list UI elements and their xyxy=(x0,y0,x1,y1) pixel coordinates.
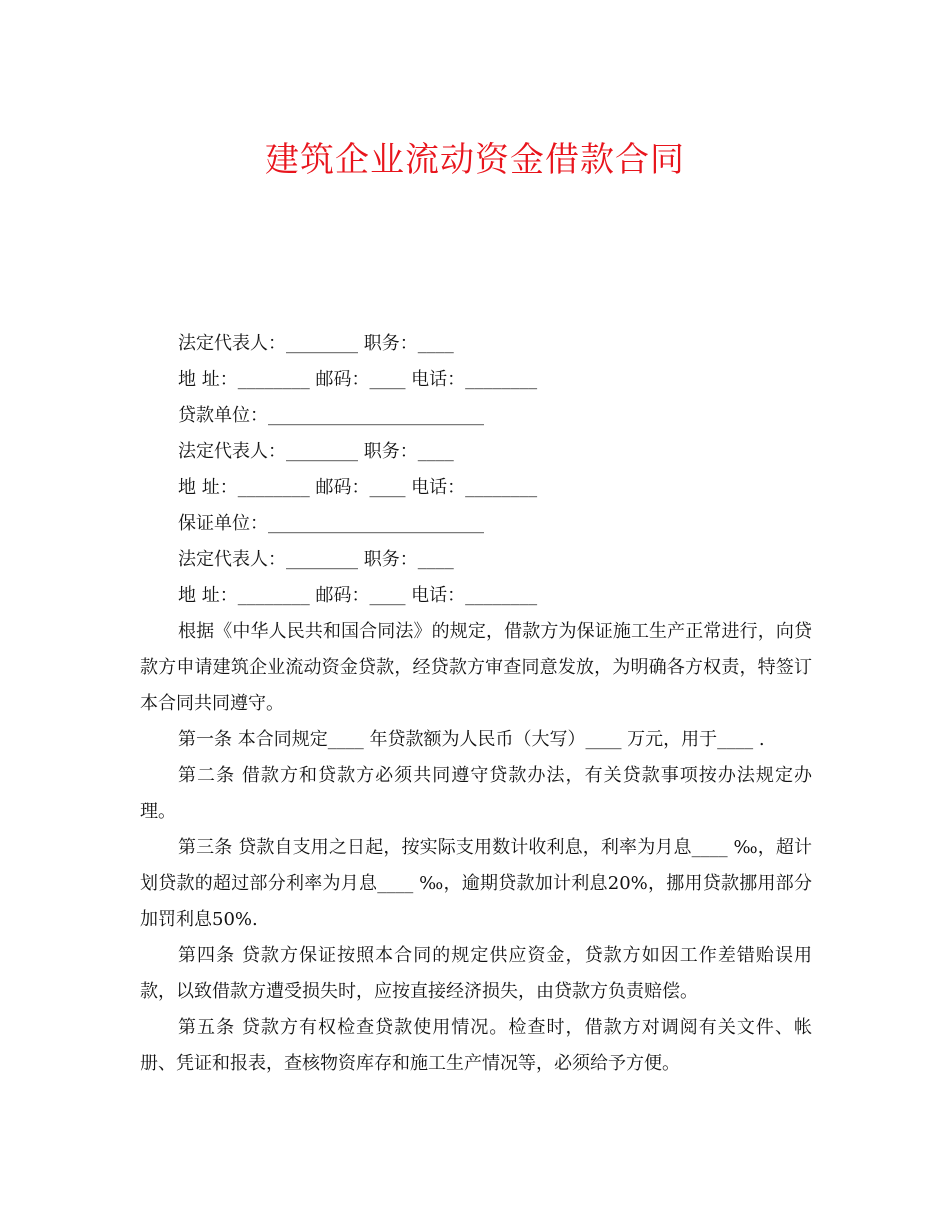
party-line: 贷款单位：________________________ xyxy=(178,405,484,426)
preamble-paragraph: 根据《中华人民共和国合同法》的规定，借款方为保证施工生产正常进行，向贷款方申请建筑企业流动资金贷款，经贷款方审查同意发放，为明确各方权责，特签订本合同共同遵守。 xyxy=(140,621,812,714)
party-line: 地 址：________ 邮码：____ 电话：________ xyxy=(178,477,538,498)
article-5-paragraph: 第五条 贷款方有权检查贷款使用情况。检查时，借款方对调阅有关文件、帐册、凭证和报表，查核物资库存和施工生产情况等，必须给予方便。 xyxy=(140,1017,812,1074)
article-1-paragraph: 第一条 本合同规定____ 年贷款额为人民币（大写）____ 万元，用于____ . xyxy=(178,729,765,750)
party-line: 地 址：________ 邮码：____ 电话：________ xyxy=(178,369,538,390)
party-line: 法定代表人：________ 职务：____ xyxy=(178,333,454,354)
article-2-paragraph: 第二条 借款方和贷款方必须共同遵守贷款办法，有关贷款事项按办法规定办理。 xyxy=(140,765,812,822)
document-body xyxy=(140,326,812,1082)
party-line: 法定代表人：________ 职务：____ xyxy=(178,441,454,462)
article-4-paragraph: 第四条 贷款方保证按照本合同的规定供应资金，贷款方如因工作差错贻误用款，以致借款方遭受损失时，应按直接经济损失，由贷款方负责赔偿。 xyxy=(140,945,812,1002)
party-line: 地 址：________ 邮码：____ 电话：________ xyxy=(178,585,538,606)
document-title: 建筑企业流动资金借款合同 xyxy=(265,140,685,180)
party-line: 法定代表人：________ 职务：____ xyxy=(178,549,454,570)
article-3-paragraph: 第三条 贷款自支用之日起，按实际支用数计收利息，利率为月息____ ‰，超计划贷款的超过部分利率为月息____ ‰，逾期贷款加计利息20%，挪用贷款挪用部分加罚利息50%. xyxy=(140,837,812,930)
party-line: 保证单位：________________________ xyxy=(178,513,484,534)
